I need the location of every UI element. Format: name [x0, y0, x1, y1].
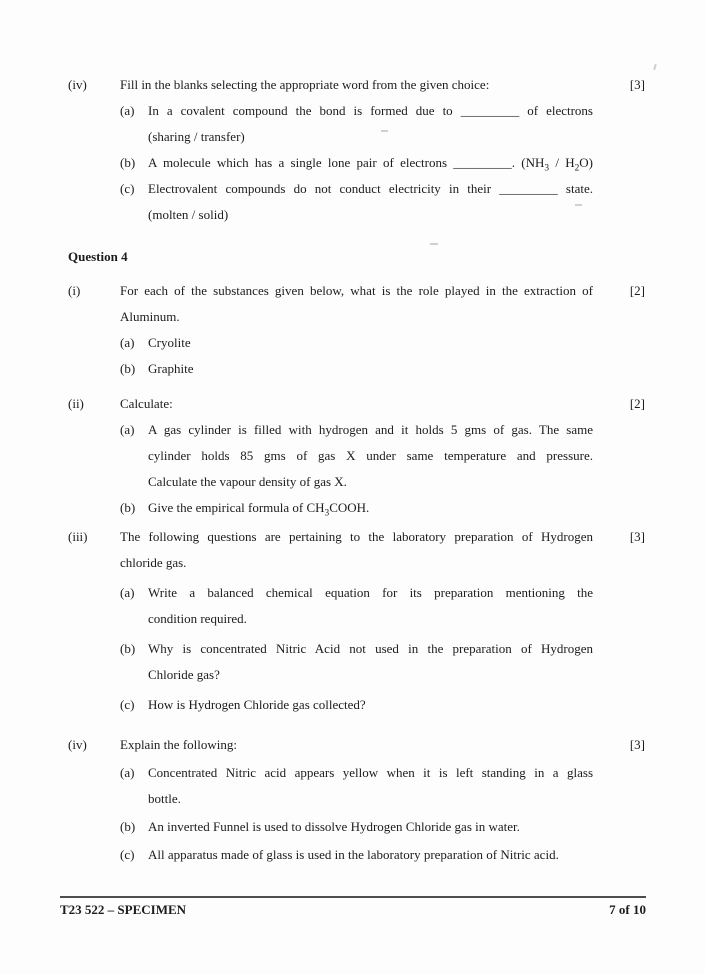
question-iii-row [68, 524, 645, 576]
sub-item-a [120, 417, 645, 495]
text-fragment: O) [579, 155, 594, 170]
marks-badge: [3] [629, 737, 645, 752]
question-ii-row [68, 391, 645, 417]
question-iv-fill-blanks [68, 72, 645, 98]
question-stem: Calculate: [120, 396, 173, 411]
sub-item-label: (b) [120, 155, 136, 170]
sub-item-c [120, 692, 645, 718]
sub-item-label: (a) [120, 765, 135, 780]
text-fragment: A molecule which has a single lone pair of electrons _________. (NH [148, 155, 545, 170]
sub-item-label: (c) [120, 847, 135, 862]
page-number: 7 of 10 [609, 902, 646, 917]
sub-item-b [120, 495, 645, 521]
question-number: (iii) [68, 529, 88, 544]
sub-item-label: (a) [120, 335, 135, 350]
scan-artifact [575, 204, 582, 206]
scan-artifact [653, 64, 656, 70]
sub-item-text-line: An inverted Funnel is used to dissolve Hydrogen Chloride gas in water. [148, 819, 520, 834]
marks-badge: [2] [629, 283, 645, 298]
sub-item-text-line: Chloride gas? [148, 667, 220, 682]
sub-item-text-line: condition required. [148, 611, 247, 626]
sub-item-text-line [148, 495, 593, 521]
question-iv-row [68, 732, 645, 758]
sub-item-text-line: (sharing / transfer) [148, 129, 245, 144]
page-footer [60, 896, 646, 918]
text-fragment: / H [549, 155, 575, 170]
sub-item-a [120, 330, 645, 356]
question-i-row [68, 278, 645, 330]
sub-item-text-line: Why is concentrated Nitric Acid not used in the preparation of Hydrogen [148, 641, 593, 656]
sub-item-b [120, 814, 645, 840]
text-fragment: Give the empirical formula of CH [148, 500, 325, 515]
scan-artifact [381, 130, 388, 132]
question-stem-line: The following questions are pertaining to the laboratory preparation of Hydrogen [120, 529, 593, 544]
sub-item-label: (c) [120, 697, 135, 712]
question-stem: Fill in the blanks selecting the appropriate word from the given choice: [120, 77, 490, 92]
sub-item-label: (b) [120, 361, 136, 376]
question-stem-line: For each of the substances given below, what is the role played in the extraction of [120, 283, 593, 298]
sub-item-label: (b) [120, 819, 136, 834]
sub-item-b [120, 636, 645, 688]
question-number: (iv) [68, 737, 87, 752]
sub-item-label: (c) [120, 181, 135, 196]
sub-item-label: (b) [120, 641, 136, 656]
question-stem-line: Aluminum. [120, 309, 180, 324]
sub-item-label: (a) [120, 585, 135, 600]
sub-item-c [120, 842, 645, 868]
sub-item-text-line: Cryolite [148, 335, 191, 350]
sub-item-text-line: All apparatus made of glass is used in the laboratory preparation of Nitric acid. [148, 847, 559, 862]
subscript: 3 [544, 163, 550, 174]
question-number: (ii) [68, 396, 84, 411]
sub-item-text-line: (molten / solid) [148, 207, 229, 222]
sub-item-c [120, 176, 645, 228]
sub-item-b [120, 356, 645, 382]
sub-item-text-line: In a covalent compound the bond is formed due to _________ of electrons [148, 103, 593, 118]
sub-item-label: (a) [120, 103, 135, 118]
subscript: 2 [574, 163, 580, 174]
sub-item-a [120, 580, 645, 632]
sub-item-a [120, 98, 645, 150]
question-stem-line: chloride gas. [120, 555, 187, 570]
sub-item-text-line: A gas cylinder is filled with hydrogen and it holds 5 gms of gas. The same [148, 422, 593, 437]
sub-item-text-line: Graphite [148, 361, 194, 376]
sub-item-text-line: Calculate the vapour density of gas X. [148, 474, 347, 489]
sub-item-text-line [148, 150, 593, 176]
marks-badge: [3] [629, 529, 645, 544]
subscript: 3 [324, 508, 330, 519]
text-fragment: COOH. [329, 500, 370, 515]
question-4-heading: Question 4 [68, 249, 128, 264]
sub-item-label: (a) [120, 422, 135, 437]
marks-badge: [2] [629, 396, 645, 411]
sub-item-label: (b) [120, 500, 136, 515]
sub-item-text-line: cylinder holds 85 gms of gas X under same temperature and pressure. [148, 448, 593, 463]
question-number: (i) [68, 283, 81, 298]
page-content [68, 72, 645, 868]
paper-code: T23 522 – SPECIMEN [60, 902, 187, 917]
sub-item-a [120, 760, 645, 812]
sub-item-text-line: How is Hydrogen Chloride gas collected? [148, 697, 366, 712]
question-stem: Explain the following: [120, 737, 237, 752]
sub-item-b [120, 150, 645, 176]
sub-item-text-line: Write a balanced chemical equation for its preparation mentioning the [148, 585, 593, 600]
sub-item-text-line: bottle. [148, 791, 181, 806]
marks-badge: [3] [629, 77, 645, 92]
scan-artifact [430, 243, 438, 245]
sub-item-text-line: Electrovalent compounds do not conduct electricity in their _________ state. [148, 181, 593, 196]
question-number: (iv) [68, 77, 87, 92]
sub-item-text-line: Concentrated Nitric acid appears yellow when it is left standing in a glass [148, 765, 593, 780]
